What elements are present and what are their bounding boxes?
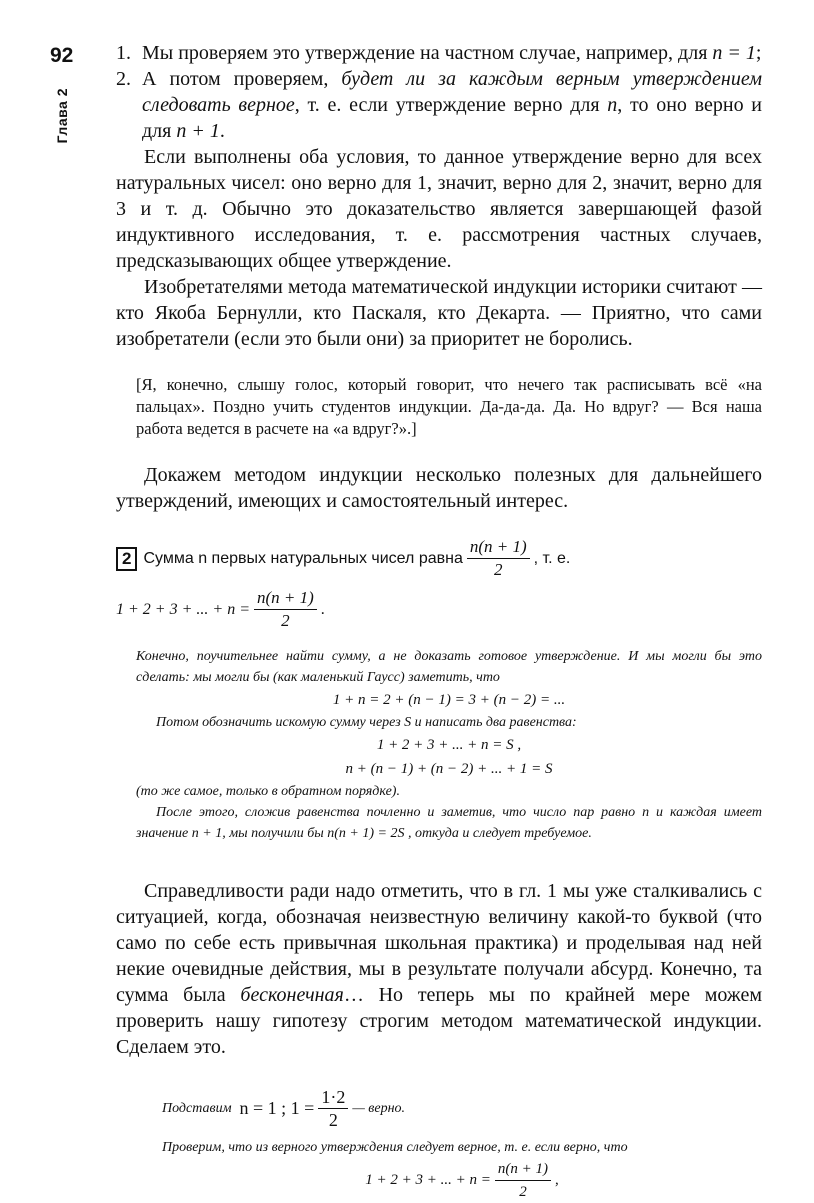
note-text: (то же самое, только в обратном порядке). — [136, 784, 400, 799]
note-formula: 1 + 2 + 3 + ... + n = S , — [376, 737, 522, 753]
proof-note — [116, 646, 762, 844]
note-text: Проверим, что из верного утверждения следует верное, т. е. если верно, что — [162, 1140, 628, 1155]
list-number: 1. — [116, 42, 131, 64]
list-number: 2. — [116, 68, 131, 90]
note-formula: 1 + n = 2 + (n − 1) = 3 + (n − 2) = ... — [332, 692, 566, 708]
theorem-statement: 2 Сумма n первых натуральных чисел равна $\frac{n(n + 1)}{2}$ , т. е. 1 + 2 + 3 + ... + n = $\frac{n(n + 1)}{2}$ . — [116, 536, 762, 632]
paragraph: Справедливости ради надо отметить, что в гл. 1 мы уже сталкивались с ситуацией, когда, обозначая неизвестную величину какой-то буквой (что само по себе есть привычная школьная практика) и проделывая над ней некие очевидные действия, мы в результате получали абсурд. Конечно, та сумма была бесконечная… Но теперь мы по крайней мере можем проверить нашу гипотезу строгим методом математической индукции. Сделаем это. — [116, 880, 762, 1058]
list-item — [116, 40, 762, 66]
intro-list — [116, 40, 762, 352]
theorem-text: Сумма n первых натуральных чисел равна — [143, 549, 463, 567]
list-text: Мы проверяем это утверждение на частном случае, например, для n = 1; — [142, 42, 762, 64]
note-text: После этого, сложив равенства почленно и заметив, что число пар равно n и каждая имеет значение n + 1, мы получили бы n(n + 1) = 2S , откуда и следует требуемое. — [136, 805, 762, 841]
aside-remark: [Я, конечно, слышу голос, который говорит, что нечего так расписывать всё «на пальцах». Поздно учить студентов индукции. Да-да-да. Да. Но вдруг? — Вся наша работа ведется в расчете на «а вдруг?».] — [136, 375, 762, 438]
paragraph: Докажем методом индукции несколько полезных для дальнейшего утверждений, имеющих и самостоятельный интерес. — [116, 464, 762, 512]
check-base-case: Подставим n = 1 ; 1 = $\frac{1\cdot 2}{2}$ — верно. — [162, 1087, 406, 1130]
paragraph: Изобретателями метода математической индукции историки считают — кто Якоба Бернулли, кто Паскаля, кто Декарта. — Приятно, что сами изобретатели (если это были они) за приоритет не боролись. — [116, 276, 762, 350]
theorem-formula: 1 + 2 + 3 + ... + n = $\frac{n(n + 1)}{2}$ . — [116, 588, 325, 630]
note-text: Потом обозначить искомую сумму через S и написать два равенства: — [156, 715, 577, 730]
check-block — [116, 1086, 762, 1203]
list-item — [116, 66, 762, 144]
closing-paragraph-block — [116, 878, 762, 1060]
paragraph: Если выполнены оба условия, то данное утверждение верно для всех натуральных чисел: оно верно для 1, значит, верно для 2, значит, верно для 3 и т. д. Обычно это доказательство является завершающей фазой индуктивного исследования, т. е. рассмотрения частных случаев, предсказывающих общее утверждение. — [116, 146, 762, 272]
list-text: А потом проверяем, будет ли за каждым верным утверждением следовать верное, т. е. если утверждение верно для n, то оно верно и для n + 1. — [142, 68, 762, 142]
theorem-number: 2 — [116, 547, 137, 571]
check-formula: 1 + 2 + 3 + ... + n = $\frac{n(n + 1)}{2}$ , — [162, 1158, 762, 1203]
lead-paragraph-block — [116, 462, 762, 514]
chapter-label: Глава 2 — [54, 88, 70, 144]
note-formula: n + (n − 1) + (n − 2) + ... + 1 = S — [345, 761, 553, 777]
page-number: 92 — [50, 44, 74, 67]
theorem-fraction: $\frac{n(n + 1)}{2}$ — [467, 536, 530, 581]
page-content — [116, 40, 762, 1203]
note-text: Конечно, поучительнее найти сумму, а не доказать готовое утверждение. И мы могли бы это сделать: мы могли бы (как маленький Гаусс) заметить, что — [136, 649, 762, 685]
